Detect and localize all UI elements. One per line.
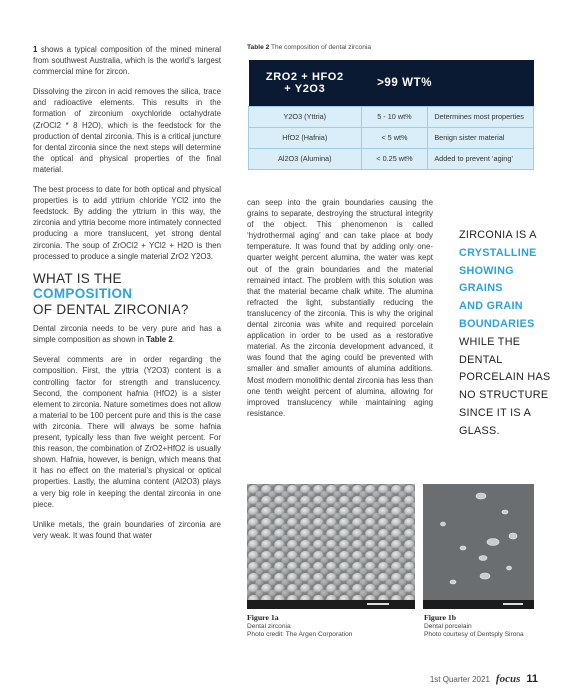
page-footer — [430, 673, 538, 685]
section-heading — [33, 271, 221, 318]
table-row — [249, 148, 534, 169]
pull-quote-line: WHILE THE — [459, 335, 521, 348]
heading-text-line2: OF DENTAL ZIRCONIA? — [33, 301, 189, 317]
table-cell: Benign sister material — [428, 127, 534, 148]
pull-quote-line: DENTAL — [459, 353, 503, 366]
pull-quote-line-accent: AND GRAIN — [459, 300, 523, 313]
table-caption — [247, 44, 371, 51]
pull-quote-line: ZIRCONIA IS A — [459, 229, 537, 241]
table-cell: < 0.25 wt% — [361, 148, 428, 169]
pull-quote-line-accent: SHOWING — [459, 264, 514, 277]
pull-quote — [459, 227, 559, 441]
paragraph-text: shows a typical composition of the mined mineral from southwest Australia, which is the world’s largest commercial mine for zircon. — [33, 45, 221, 77]
pull-quote-line: SINCE IT IS A — [459, 406, 532, 419]
pull-quote-line: PORCELAIN HAS — [459, 371, 551, 384]
table-cell: Determines most properties — [428, 106, 534, 127]
issue-date: 1st Quarter 2021 — [429, 675, 490, 684]
paragraph-text: Dental zirconia needs to be very pure and has a simple composition as shown in — [33, 324, 221, 345]
table-cell: Al2O3 (Alumina) — [249, 148, 362, 169]
pull-quote-line: GLASS. — [459, 424, 500, 437]
table-cell: Y2O3 (Yttria) — [249, 106, 362, 127]
paragraph-purity — [33, 323, 221, 345]
paragraph-text: . — [172, 335, 175, 345]
table-header-cell: ZRO2 + HFO2 + Y2O3 — [249, 60, 362, 106]
figure-1b-credit: Photo courtesy of Dentsply Sirona — [424, 631, 524, 639]
table-row — [249, 127, 534, 148]
table-cell: Added to prevent ‘aging’ — [428, 148, 534, 169]
figure-1a-title: Figure 1a — [247, 613, 279, 622]
paragraph-metals: Unlike metals, the grain boundaries of zirconia are very weak. It was found that water — [33, 519, 221, 540]
figure-1a-caption — [247, 614, 417, 640]
heading-text: WHAT IS THE — [33, 270, 122, 286]
middle-column: can seep into the grain boundaries causing the grains to separate, destroying the structural integrity of the object. This phenomenon is called ‘hydrothermal aging’ and can take place at body temperature. It was found that by adding only one-quarter weight percent alumina, the water was kept out of the grain boundaries and the material remained intact. The problem with this solution was that the material became chalk white. The alumina refracted the light, substantially reducing the translucency of the zirconia. This is why the original dental zirconia was white and required porcelain application in order to be used as a restorative material. As the zirconia development advanced, it was found that the aging could be prevented with smaller and smaller amounts of alumina additions. Most modern monolithic dental zirconia has less than one tenth weight percent of alumina, allowing for improved translucency while maintaining aging resistance. — [247, 198, 433, 418]
table-cell: 5 - 10 wt% — [361, 106, 428, 127]
table-header-row — [249, 60, 534, 106]
table-caption-text: The composition of dental zirconia — [269, 44, 372, 51]
figure-1a-desc: Dental zirconia — [247, 622, 291, 630]
left-column — [33, 44, 221, 550]
page-number: 11 — [526, 673, 538, 685]
figure-1a-credit: Photo credit: The Argen Corporation — [247, 631, 353, 639]
composition-table — [248, 60, 534, 170]
paragraph-process: The best process to date for both optical and physical properties is to add yttrium chloride YCl2 into the feedstock. By adding the yttrium in this way, the zirconia and yttria become more intimately connected producing a more translucent, yet strong dental zirconia. The soup of ZrOCl2 + YCl2 + H2O is then processed to produce a single material ZrO2 Y2O3. — [33, 185, 221, 261]
pull-quote-line-accent: BOUNDARIES — [459, 317, 535, 330]
figure-1b-image — [423, 484, 534, 609]
table-row — [249, 106, 534, 127]
pull-quote-line-accent: CRYSTALLINE — [459, 246, 537, 259]
pull-quote-line-accent: GRAINS — [459, 282, 503, 295]
paragraph-dissolving: Dissolving the zircon in acid removes the silica, trace and radioactive elements. This results in the formation of zirconium oxychloride octahydrate (ZrOCl2 * 8 H2O), which is the feedstock for the production of dental zirconia. This is a critical juncture for dental zirconia since the next steps will determine the optical and physical properties of the final material. — [33, 87, 221, 174]
figure-ref: 1 — [33, 45, 38, 54]
paragraph-comments: Several comments are in order regarding the composition. First, the yttria (Y2O3) content is a controlling factor for strength and translucency. Second, the component hafnia (HfO2) is a sister element to zirconia. Nature sometimes does not allow a material to be 100 percent pure and this is the case with zirconia. There will always be some hafnia present, typically less than five weight percent. For this reason, the combination of ZrO2+HfO2 is usually shown. Hafnia, however, is benign, which means that it has no effect on the material’s physical or optical properties. Lastly, the alumina content (Al2O3) plays a very big role in keeping the dental zirconia in one piece. — [33, 355, 221, 509]
figure-1b-desc: Dental porcelain — [424, 622, 472, 630]
pull-quote-line: NO STRUCTURE — [459, 389, 549, 402]
figure-1b-caption — [424, 614, 544, 640]
table-ref: Table 2 — [146, 335, 173, 345]
table-header-cell: >99 WT% — [361, 60, 533, 106]
heading-accent: COMPOSITION — [33, 286, 133, 302]
porcelain-micrograph — [423, 484, 534, 609]
table-cell: HfO2 (Hafnia) — [249, 127, 362, 148]
figure-1a-image — [247, 484, 415, 609]
table-caption-label: Table 2 — [247, 44, 270, 51]
zirconia-micrograph — [247, 484, 415, 609]
figure-1b-title: Figure 1b — [424, 613, 457, 622]
magazine-name: focus — [495, 673, 521, 685]
table-cell: < 5 wt% — [361, 127, 428, 148]
paragraph-intro — [33, 44, 221, 77]
